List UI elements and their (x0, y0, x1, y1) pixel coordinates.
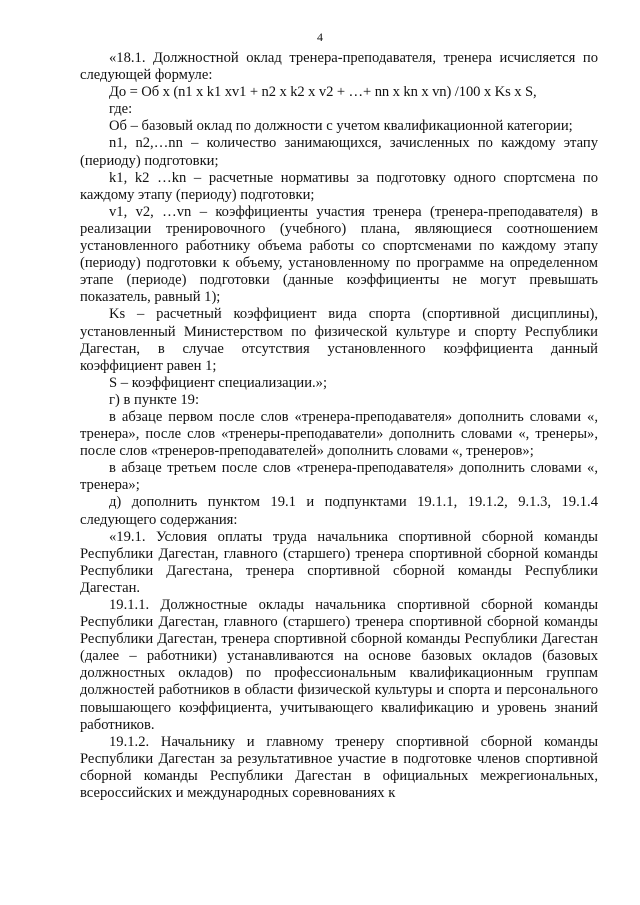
paragraph-19-1-1: 19.1.1. Должностные оклады начальника спортивной сборной команды Республики Дагестан, главного (старшего) тренера спортивной сборной команды Республики Дагестан, тренера спортивной сборной команды Республики Дагестан (далее – работники) устанавливаются на основе базовых окладов (базовых должностных окладов) по профессиональным квалификационным группам должностей работников в области физической культуры и спорта и персонального повышающего коэффициента, учитывающего квалификацию и уровень знаний работников. (80, 597, 598, 733)
item-d-addition: д) дополнить пунктом 19.1 и подпунктами 19.1.1, 19.1.2, 9.1.3, 19.1.4 следующего содержания: (80, 494, 598, 528)
definition-k: k1, k2 …kn – расчетные нормативы за подготовку одного спортсмена по каждому этапу (периоду) подготовки; (80, 169, 598, 203)
formula-where: где: (109, 101, 133, 118)
salary-formula: До = Об х (n1 х k1 хv1 + n2 х k2 х v2 + …+ nn х kn х vn) /100 х Ks х S, (109, 84, 537, 101)
definition-v: v1, v2, …vn – коэффициенты участия тренера (тренера-преподавателя) в реализации тренировочного (учебного) плана, являющиеся соотношением установленного работнику объема работы со спортсменами по каждому этапу (периоду) подготовки к объему, установленному по программе на определенном этапе (периоде) подготовки (данные коэффициенты не могут превышать показатель, равный 1); (80, 203, 598, 306)
paragraph-first-amendment: в абзаце первом после слов «тренера-преподавателя» дополнить словами «, тренера», после слов «тренеры-преподаватели» дополнить словами «, тренеры», после слов «тренеров-преподавателей» дополнить словами «, тренеров»; (80, 408, 598, 460)
paragraph-19-1: «19.1. Условия оплаты труда начальника спортивной сборной команды Республики Дагестан, главного (старшего) тренера спортивной сборной команды Республики Дагестана, тренера спортивной сборной команды Республики Дагестан. (80, 528, 598, 596)
document-body (80, 50, 598, 802)
item-g-point-19: г) в пункте 19: (109, 391, 199, 408)
definition-n: n1, n2,…nn – количество занимающихся, зачисленных по каждому этапу (периоду) подготовки; (80, 135, 598, 169)
paragraph-third-amendment: в абзаце третьем после слов «тренера-преподавателя» дополнить словами «, тренера»; (80, 460, 598, 494)
paragraph-18-1-intro: «18.1. Должностной оклад тренера-преподавателя, тренера исчисляется по следующей формуле: (80, 50, 598, 84)
paragraph-19-1-2: 19.1.2. Начальнику и главному тренеру спортивной сборной команды Республики Дагестан за результативное участие в подготовке членов спортивной сборной команды Республики Дагестан в официальных межрегиональных, всероссийских и международных соревнованиях к (80, 733, 598, 802)
definition-s: S – коэффициент специализации.»; (109, 374, 328, 391)
page-number: 4 (317, 30, 323, 44)
definition-base-salary: Об – базовый оклад по должности с учетом квалификационной категории; (109, 118, 573, 135)
definition-ks: Ks – расчетный коэффициент вида спорта (спортивной дисциплины), установленный Министерством по физической культуре и спорту Республики Дагестан, в случае отсутствия установленного коэффициента данный коэффициент равен 1; (80, 306, 598, 374)
